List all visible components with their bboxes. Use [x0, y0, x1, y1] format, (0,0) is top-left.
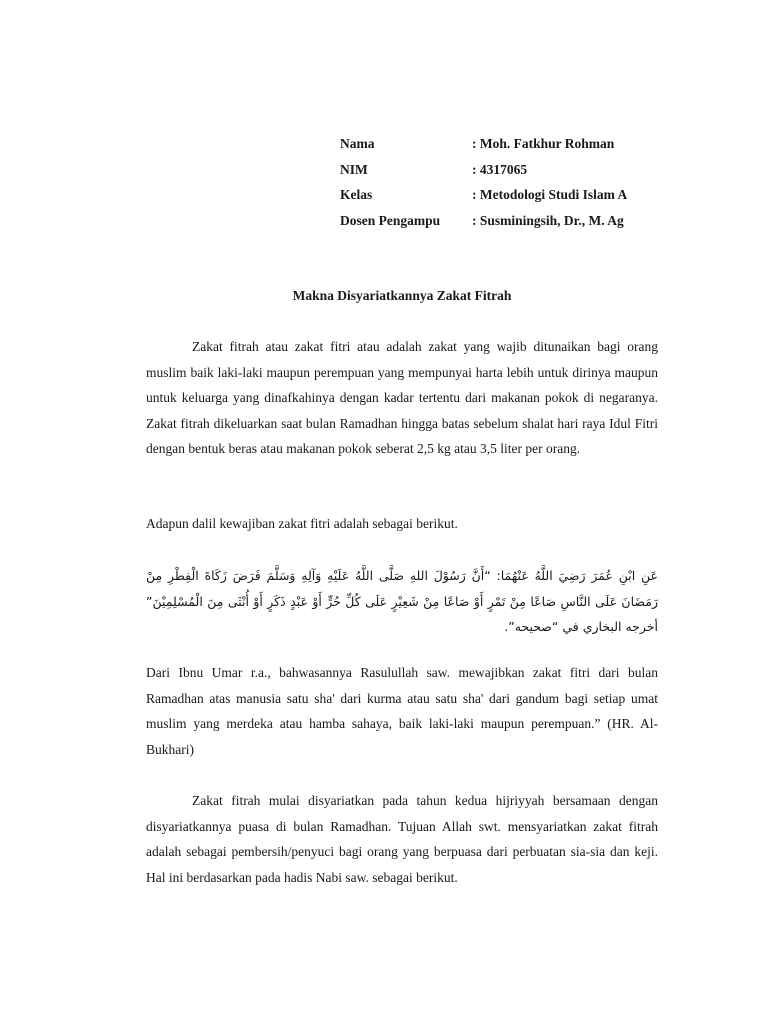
info-label: NIM	[340, 161, 368, 177]
info-value: : Metodologi Studi Islam A	[472, 187, 628, 202]
info-label: Nama	[340, 136, 375, 151]
paragraph-translation: Dari Ibnu Umar r.a., bahwasannya Rasulullah saw. mewajibkan zakat fitri dari bulan Ramadhan atas manusia satu sha' dari kurma atau satu sha' dari gandum bagi setiap umat muslim yang merdeka atau hamba sahaya, baik laki-laki maupun perempuan.” (HR. Al-Bukhari)	[146, 665, 658, 757]
info-value: : 4317065	[472, 161, 528, 177]
paragraph-dalil-intro: Adapun dalil kewajiban zakat fitri adalah sebagai berikut.	[146, 516, 458, 531]
paragraph-definition: Zakat fitrah atau zakat fitri atau adalah zakat yang wajib ditunaikan bagi orang muslim baik laki-laki maupun perempuan yang mempunyai harta lebih untuk dirinya maupun untuk keluarga yang dinafkahinya dengan kadar tertentu dari makanan pokok di negaranya. Zakat fitrah dikeluarkan saat bulan Ramadhan hingga batas sebelum shalat hari raya Idul Fitri dengan bentuk beras atau makanan pokok seberat 2,5 kg atau 3,5 liter per orang.	[146, 339, 658, 456]
info-row-nama	[340, 136, 627, 162]
arabic-hadith: عَنِ ابْنِ عُمَرَ رَضِيَ اللَّهُ عَنْهُمَا: “أَنَّ رَسُوْلَ اللهِ صَلَّى اللَّهُ عَلَيْهِ وَآلِهِ وَسَلَّمَ فَرَضَ زَكَاةَ الْفِطْرِ مِنْ رَمَضَانَ عَلَى النَّاسِ صَاعًا مِنْ تَمْرٍ أَوْ صَاعًا مِنْ شَعِيْرٍ عَلَى كُلِّ حُرٍّ أَوْ عَبْدٍ ذَكَرٍ أَوْ أُنْثَى مِنَ الْمُسْلِمِيْنَ” أخرجه البخاري في “صحيحه”.	[146, 568, 658, 634]
student-info	[340, 136, 627, 238]
info-row-kelas	[340, 187, 627, 213]
paragraph-history: Zakat fitrah mulai disyariatkan pada tahun kedua hijriyyah bersamaan dengan disyariatkannya puasa di bulan Ramadhan. Tujuan Allah swt. mensyariatkan zakat fitrah adalah sebagai pembersih/penyuci bagi orang yang berpuasa dari perbuatan sia-sia dan keji. Hal ini berdasarkan pada hadis Nabi saw. sebagai berikut.	[146, 793, 658, 885]
info-value: : Moh. Fatkhur Rohman	[472, 136, 615, 151]
info-row-nim	[340, 162, 627, 188]
info-label: Dosen Pengampu	[340, 212, 441, 228]
info-label: Kelas	[340, 187, 373, 202]
info-row-dosen	[340, 213, 627, 239]
document-title: Makna Disyariatkannya Zakat Fitrah	[292, 288, 512, 303]
info-value: : Susminingsih, Dr., M. Ag	[472, 212, 624, 228]
